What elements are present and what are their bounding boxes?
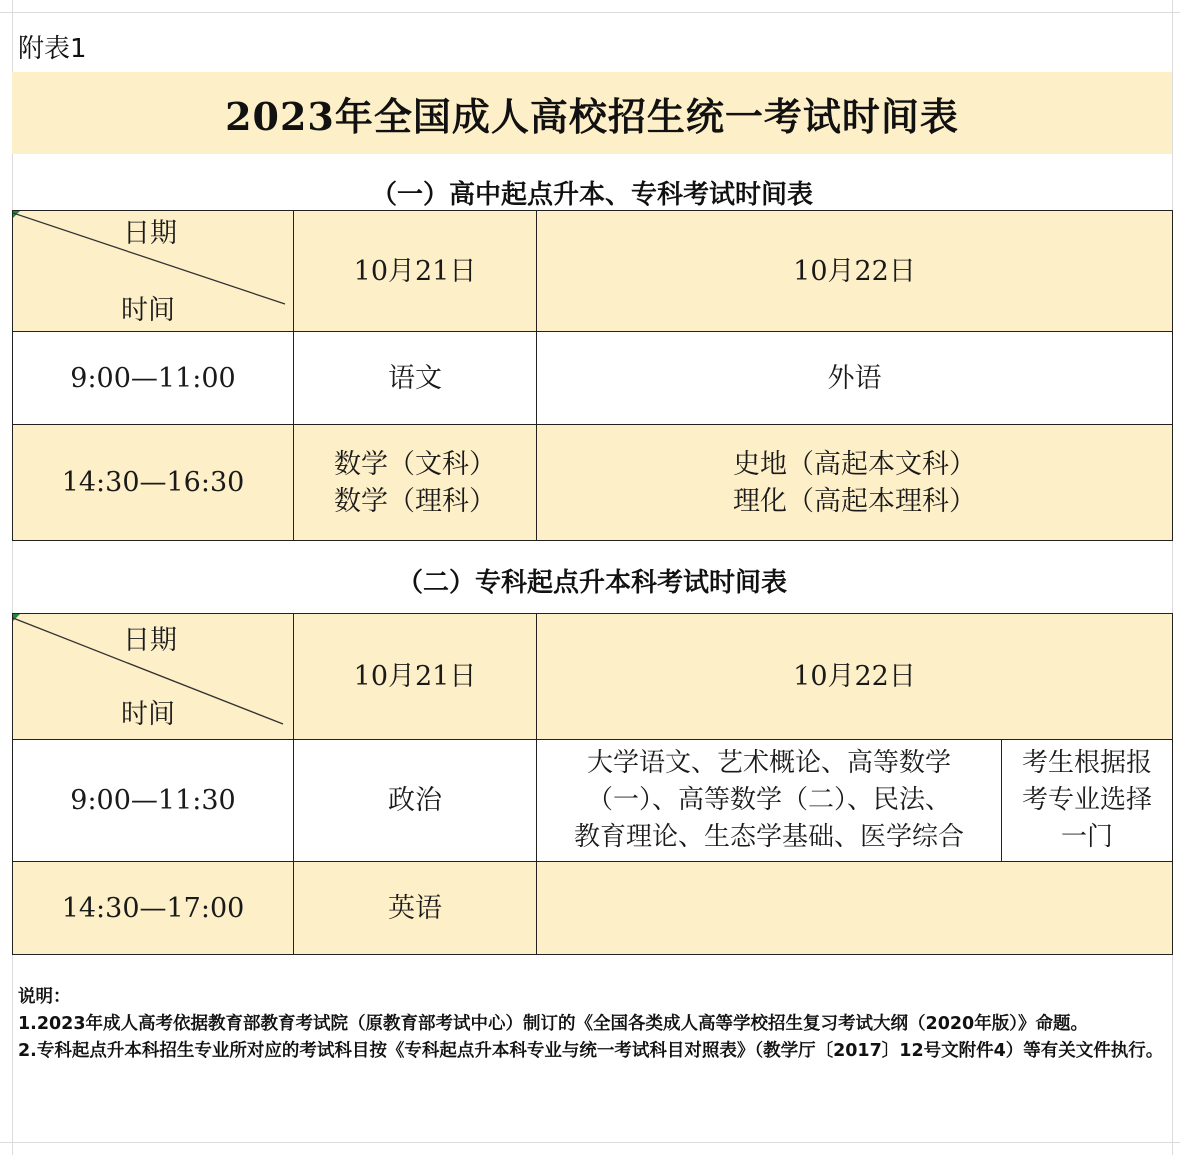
time-label: 时间: [121, 699, 175, 730]
note-text: 考生根据报: [1021, 748, 1152, 778]
subject-cell: [537, 332, 1173, 425]
subject-text: 数学（理科）: [334, 485, 496, 517]
gridline: [0, 1142, 1180, 1143]
time-cell: 9:00—11:30: [13, 740, 294, 862]
subject-cell: 政治: [294, 740, 537, 862]
gridline: [1172, 0, 1173, 1155]
page-title: 2023年全国成人高校招生统一考试时间表: [225, 93, 959, 139]
subject-cell: [537, 740, 1002, 862]
table-row: [13, 862, 1173, 955]
table-row: [13, 425, 1173, 541]
date-label: 日期: [123, 218, 177, 249]
note-cell: [1002, 740, 1173, 862]
subject-cell: 英语: [294, 862, 537, 955]
title-band: [12, 72, 1172, 154]
schedule-table-2: [12, 613, 1173, 955]
time-label: 时间: [121, 295, 175, 326]
day1-header: 10月21日: [294, 614, 537, 740]
subject-cell: [294, 332, 537, 425]
subject-cell: [537, 425, 1173, 541]
table-header-row: [13, 211, 1173, 332]
notes-heading: 说明：: [18, 987, 71, 1007]
subject-cell: [294, 425, 537, 541]
subject-text: （一）、高等数学（二）、民法、: [586, 785, 951, 815]
notes: [18, 984, 1168, 1065]
note-text: 一门: [1060, 822, 1113, 852]
day2-header: 10月22日: [537, 614, 1173, 740]
section2-title: （二）专科起点升本科考试时间表: [396, 568, 787, 598]
note-item: 2.专科起点升本科招生专业所对应的考试科目按《专科起点升本科专业与统一考试科目对照表》（教学厅〔2017〕12号文附件4）等有关文件执行。: [18, 1041, 1164, 1061]
subject-text: 外语: [827, 362, 882, 394]
table-row: [13, 740, 1173, 862]
gridline: [0, 12, 1180, 13]
schedule-table-1: [12, 210, 1173, 541]
subject-text: 教育理论、生态学基础、医学综合: [573, 822, 964, 852]
table-row: [13, 332, 1173, 425]
time-cell: 9:00—11:00: [13, 332, 294, 425]
table-header-row: [13, 614, 1173, 740]
diagonal-header-cell: [13, 211, 294, 332]
subject-text: 大学语文、艺术概论、高等数学: [586, 748, 951, 778]
date-label: 日期: [123, 625, 177, 656]
day1-header: 10月21日: [294, 211, 537, 332]
subject-text: 语文: [388, 362, 442, 394]
day2-header: 10月22日: [537, 211, 1173, 332]
diagonal-header-cell: [13, 614, 294, 740]
section1-title: （一）高中起点升本、专科考试时间表: [370, 180, 813, 210]
subject-text: 理化（高起本理科）: [733, 485, 976, 517]
subject-cell: [537, 862, 1173, 955]
subject-text: 数学（文科）: [334, 448, 496, 480]
time-cell: 14:30—16:30: [13, 425, 294, 541]
sheet-label: 附表1: [18, 34, 87, 64]
note-text: 考专业选择: [1021, 785, 1152, 815]
time-cell: 14:30—17:00: [13, 862, 294, 955]
subject-text: 史地（高起本文科）: [733, 448, 976, 480]
note-item: 1.2023年成人高考依据教育部教育考试院（原教育部考试中心）制订的《全国各类成人高等学校招生复习考试大纲（2020年版）》命题。: [18, 1014, 1088, 1034]
